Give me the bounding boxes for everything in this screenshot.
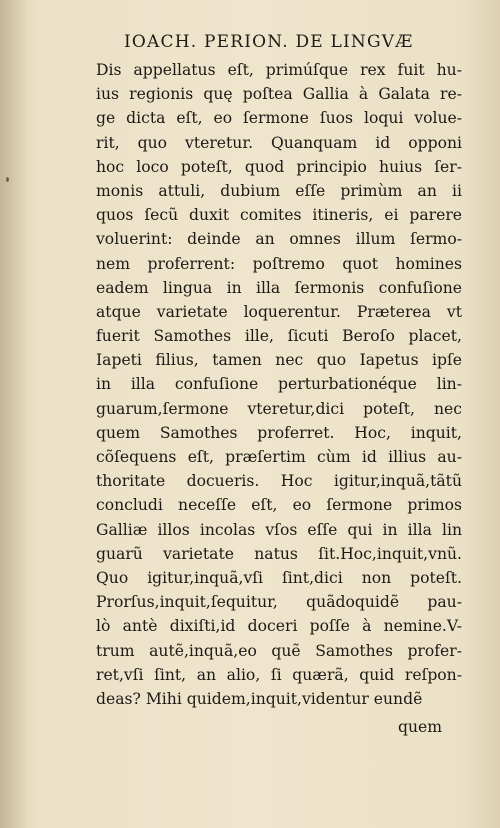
text-line: ret,vſi ſint, an alio, ſi quærã, quid reſpon- xyxy=(96,665,462,684)
paper-speck xyxy=(6,177,9,182)
text-line: voluerint: deinde an omnes illum ſermo- xyxy=(96,230,462,249)
text-line: lò antè dixiſti,id doceri poſſe à nemine.V- xyxy=(96,617,462,636)
text-line: Iapeti filius, tamen nec quo Iapetus ipſe xyxy=(96,351,462,370)
text-line: Quo igitur,inquã,vſi ſint,dici non poteſt. xyxy=(96,568,462,587)
text-line: hoc loco poteſt, quod principio huius ſer- xyxy=(96,157,462,176)
text-line: guarum,ſermone vteretur,dici poteſt, nec xyxy=(96,399,462,418)
text-line: ge dicta eſt, eo ſermone ſuos loqui volue- xyxy=(96,109,462,128)
text-line: fuerit Samothes ille, ſicuti Beroſo placet, xyxy=(96,327,462,346)
text-line: monis attuli, dubium eſſe primùm an ii xyxy=(96,181,462,200)
text-line: Dis appellatus eſt, primúſque rex fuit hu- xyxy=(96,61,462,79)
text-line: atque varietate loquerentur. Præterea vt xyxy=(96,302,462,321)
text-line: Prorſus,inquit,ſequitur, quãdoquidẽ pau- xyxy=(96,593,462,612)
text-line: ius regionis quę poſtea Gallia à Galata re- xyxy=(96,85,462,104)
text-line: guarũ varietate natus ſit.Hoc,inquit,vnũ. xyxy=(96,544,462,563)
text-line: cõſequens eſt, præſertim cùm id illius au- xyxy=(96,448,462,466)
text-line: thoritate docueris. Hoc igitur,inquã,tãtũ xyxy=(96,472,462,491)
text-line: eadem lingua in illa ſermonis confuſione xyxy=(96,278,462,297)
text-line: deas? Mihi quidem,inquit,videntur eundẽ xyxy=(96,689,423,708)
text-line: rit, quo vteretur. Quanquam id opponi xyxy=(96,133,462,152)
text-line: trum autẽ,inquã,eo quẽ Samothes profer- xyxy=(96,641,462,660)
text-line: Galliæ illos incolas vſos eſſe qui in illa lin xyxy=(96,520,462,539)
text-line: quem Samothes proferret. Hoc, inquit, xyxy=(96,423,462,442)
text-line: concludi neceſſe eſt, eo ſermone primos xyxy=(96,496,462,515)
text-line: quos ſecũ duxit comites itineris, ei parere xyxy=(96,206,462,225)
text-line: nem proferrent: poſtremo quot homines xyxy=(96,254,462,273)
text-line: in illa confuſione perturbationéque lin- xyxy=(96,375,462,394)
text-block xyxy=(96,58,462,711)
running-head: IOACH. PERION. DE LINGVÆ xyxy=(124,32,414,52)
gutter-shadow xyxy=(0,0,28,828)
catchword: quem xyxy=(398,718,443,736)
